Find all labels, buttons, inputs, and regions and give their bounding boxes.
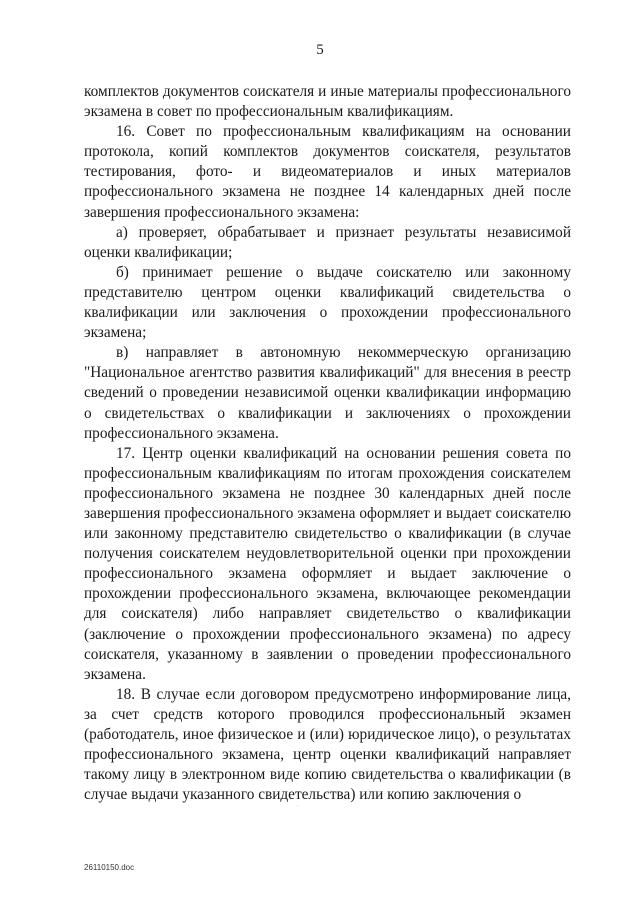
paragraph-16v: в) направляет в автономную некоммерческую организацию "Национальное агентство развития квалификаций" для внесения в реестр сведений о проведении независимой оценки квалификации информацию о свидетельствах о квалификации и заключениях о прохождении профессионального экзамена. — [84, 344, 571, 442]
paragraph-17: 17. Центр оценки квалификаций на основании решения совета по профессиональным квалификациям по итогам прохождения соискателем профессионального экзамена не позднее 30 календарных дней после завершения профессионального экзамена оформляет и выдает соискателю или законному представителю свидетельство о квалификации (в случае получения соискателем неудовлетворительной оценки при прохождении профессионального экзамена оформляет и выдает заключение о прохождении профессионального экзамена, включающее рекомендации для соискателя) либо направляет свидетельство о квалификации (заключение о прохождении профессионального экзамена) по адресу соискателя, указанному в заявлении о проведении профессионального экзамена. — [84, 444, 571, 683]
paragraph-16: 16. Совет по профессиональным квалификациям на основании протокола, копий комплектов документов соискателя, результатов тестирования, фото- и видеоматериалов и иных материалов профессионального экзамена не позднее 14 календарных дней после завершения профессионального экзамена: — [84, 123, 571, 221]
footer-document-code: 26110150.doc — [84, 863, 135, 872]
paragraph-16b: б) принимает решение о выдаче соискателю или законному представителю центром оценки квалификаций свидетельства о квалификации или заключения о прохождении профессионального экзамена; — [84, 263, 571, 342]
scan-speck: . — [297, 802, 299, 808]
page-number: 5 — [316, 42, 324, 58]
document-body — [84, 82, 571, 805]
paragraph-16a: а) проверяет, обрабатывает и признает результаты независимой оценки квалификации; — [84, 223, 571, 261]
paragraph-18: 18. В случае если договором предусмотрено информирование лица, за счет средств которого проводился профессиональный экзамен (работодатель, иное физическое и (или) юридическое лицо), о результатах профессионального экзамена, центр оценки квалификаций направляет такому лицу в электронном виде копию свидетельства о квалификации (в случае выдачи указанного свидетельства) или копию заключения о — [84, 685, 571, 804]
paragraph-continuation: комплектов документов соискателя и иные материалы профессионального экзамена в совет по профессиональным квалификациям. — [84, 83, 571, 121]
